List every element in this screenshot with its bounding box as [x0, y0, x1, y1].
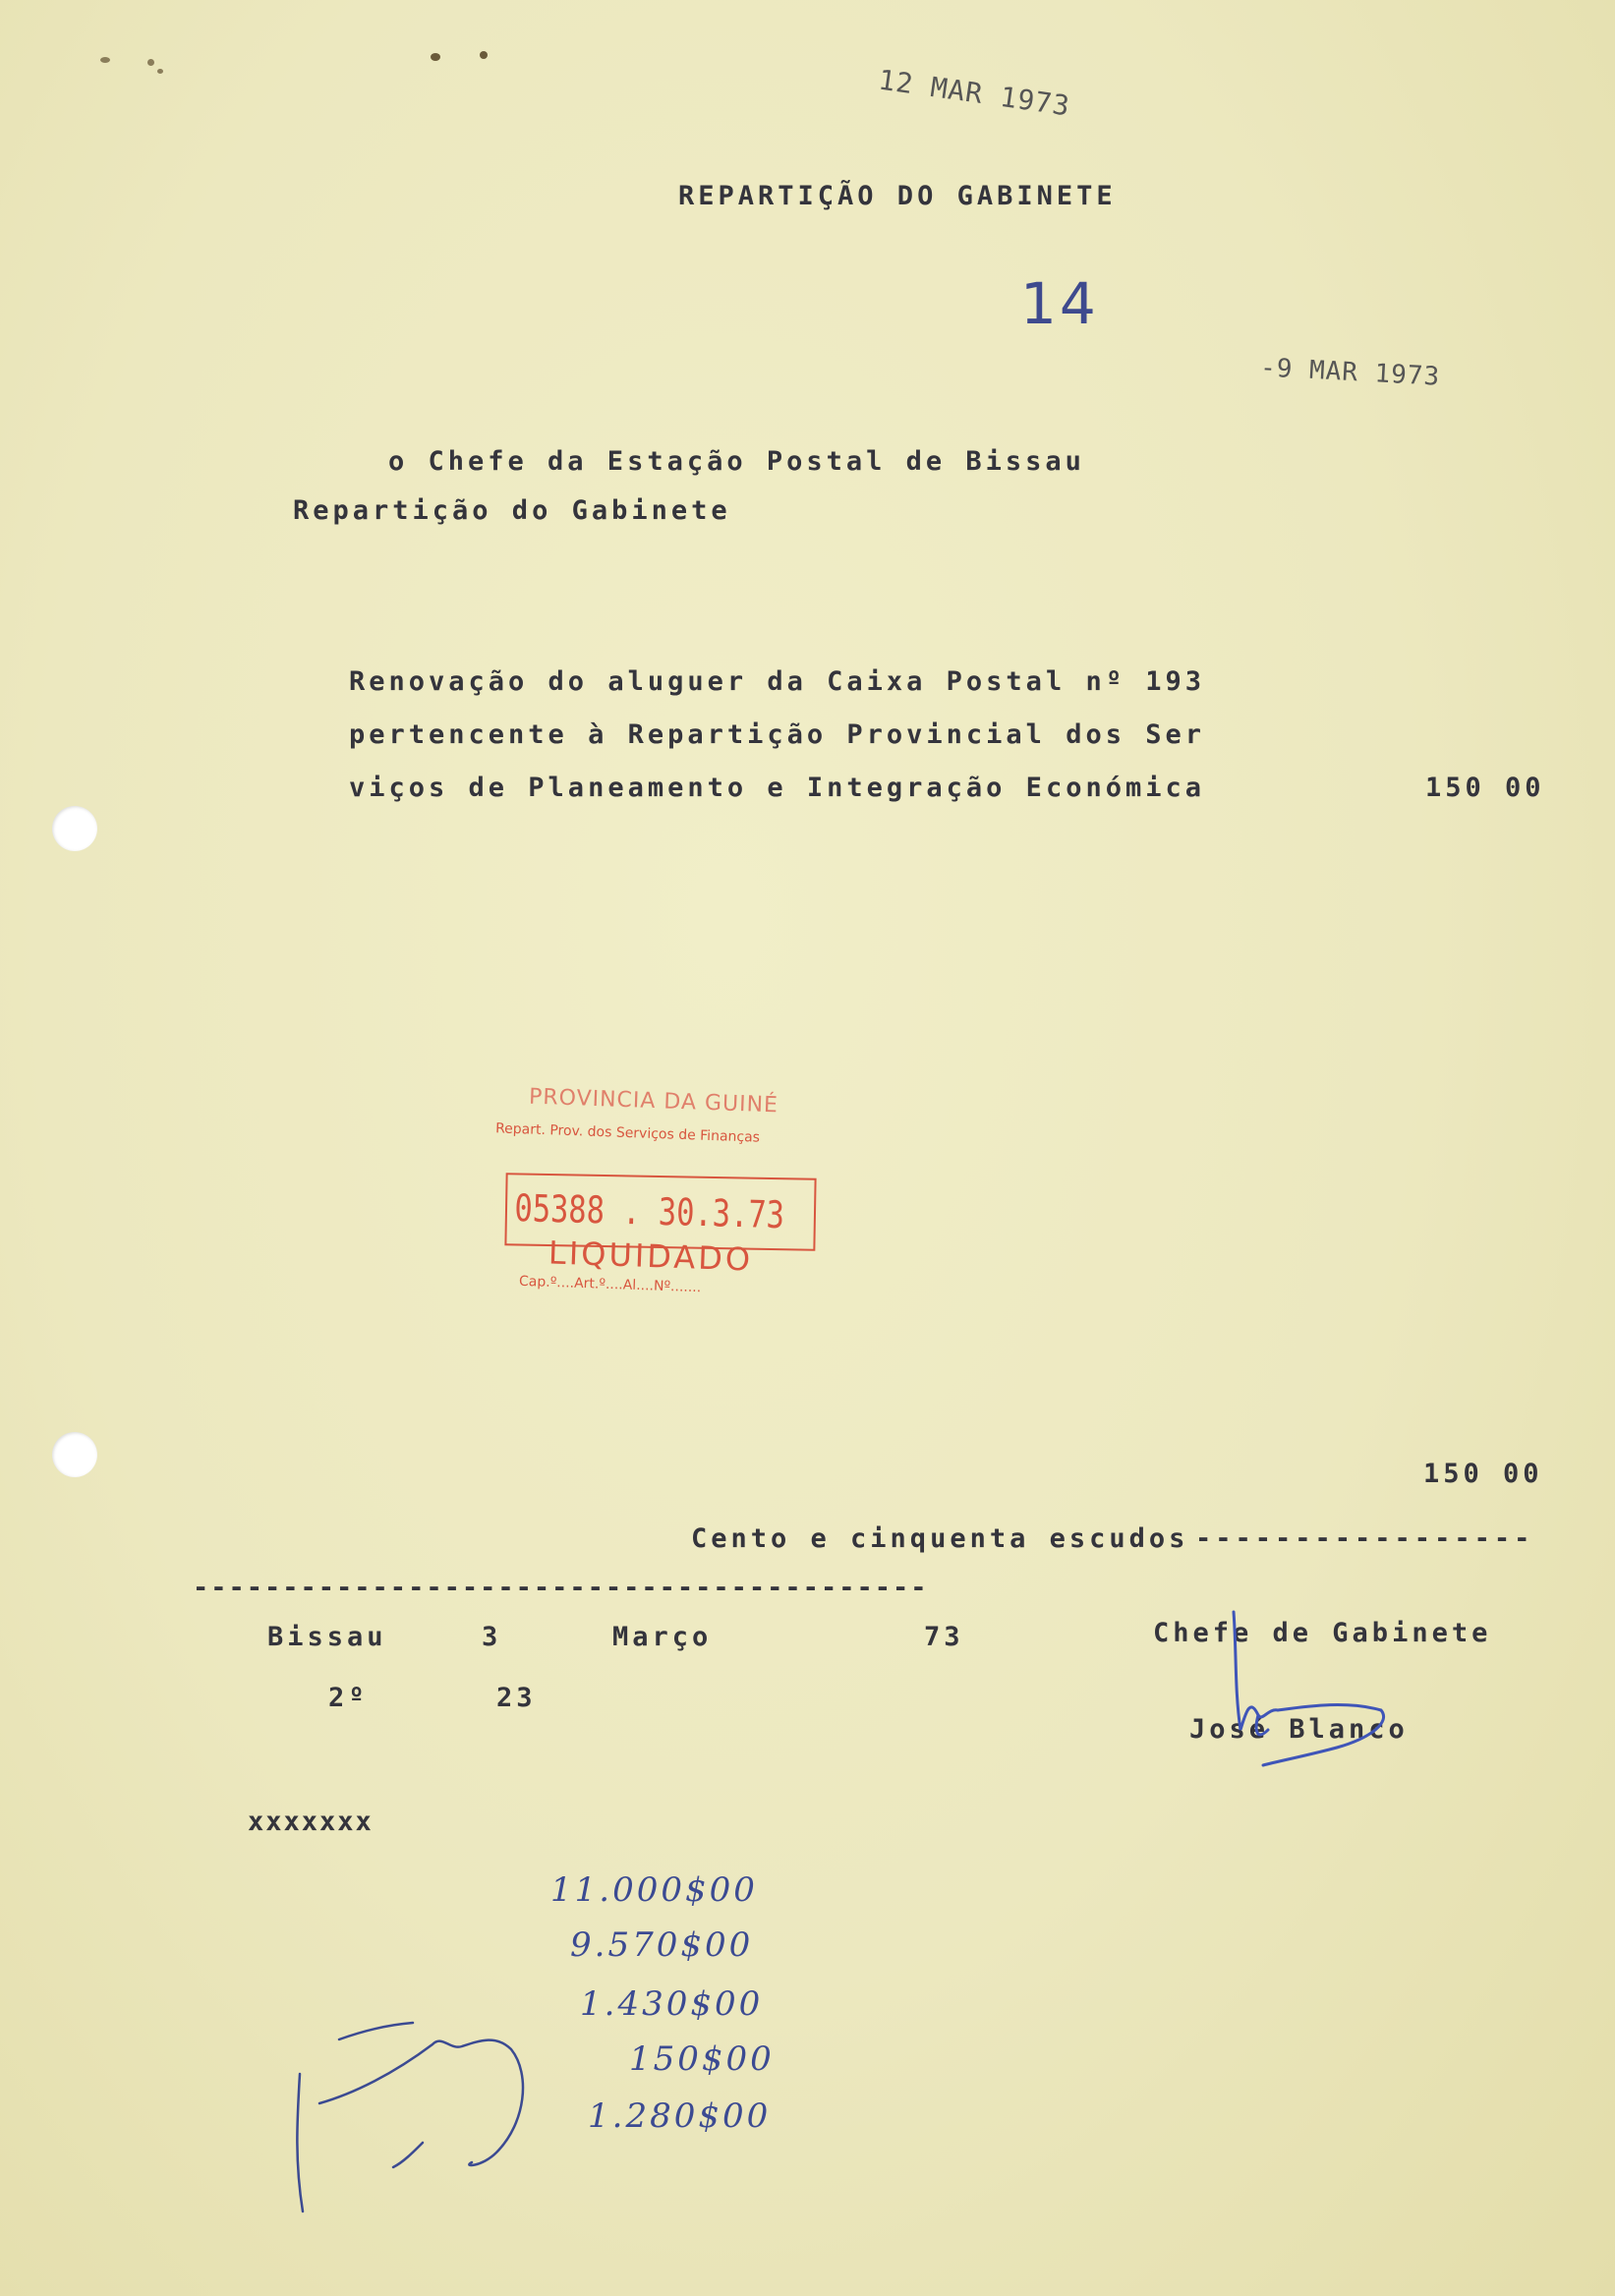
handwritten-note-2: 9.570$00 [570, 1925, 754, 1965]
total-amount: 150 00 [1423, 1459, 1543, 1489]
signatory-role: Chefe de Gabinete [1153, 1618, 1492, 1648]
signature [1234, 1612, 1384, 1765]
footer-place: Bissau [267, 1622, 387, 1652]
handwritten-note-5: 1.280$00 [588, 2096, 772, 2136]
initials-mark [297, 2023, 523, 2211]
separator-line: ----------------------------------------- [193, 1573, 929, 1603]
addressee-line-2: Repartição do Gabinete [293, 495, 731, 526]
page-title: REPARTIÇÃO DO GABINETE [678, 181, 1117, 211]
footer-seq: 2º [328, 1683, 369, 1713]
stamp-number-date: 05388 . 30.3.73 [513, 1186, 785, 1237]
stamp-status: LIQUIDADO [548, 1234, 754, 1279]
stamp-province: PROVINCIA DA GUINÉ [528, 1084, 779, 1119]
handwritten-note-1: 11.000$00 [550, 1870, 758, 1910]
item-line-2: pertencente à Repartição Provincial dos Ser [349, 719, 1205, 750]
handwritten-note-4: 150$00 [629, 2039, 775, 2079]
addressee-line-1: o Chefe da Estação Postal de Bissau [388, 446, 1085, 477]
total-in-words: Cento e cinquenta escudos [691, 1523, 1189, 1554]
received-date-stamp: 12 MAR 1973 [876, 63, 1072, 123]
item-amount: 150 00 [1425, 773, 1545, 803]
handwritten-number: 14 [1020, 270, 1099, 337]
total-dashes: ----------------- [1195, 1523, 1534, 1554]
footer-num: 23 [496, 1683, 537, 1713]
stamp-fields: Cap.º....Art.º....Al....Nº....... [518, 1273, 702, 1296]
redacted-mark: xxxxxxx [248, 1807, 374, 1837]
footer-day: 3 [482, 1622, 502, 1652]
item-line-3: viços de Planeamento e Integração Económica [349, 773, 1205, 803]
signatory-name: José Blanco [1189, 1714, 1409, 1745]
footer-month: Março [612, 1622, 713, 1652]
handwritten-note-3: 1.430$00 [580, 1984, 764, 2024]
footer-year: 73 [924, 1622, 964, 1652]
stamp-department: Repart. Prov. dos Serviços de Finanças [494, 1120, 761, 1146]
date-stamp: -9 MAR 1973 [1259, 353, 1441, 392]
item-line-1: Renovação do aluguer da Caixa Postal nº 193 [349, 666, 1205, 697]
